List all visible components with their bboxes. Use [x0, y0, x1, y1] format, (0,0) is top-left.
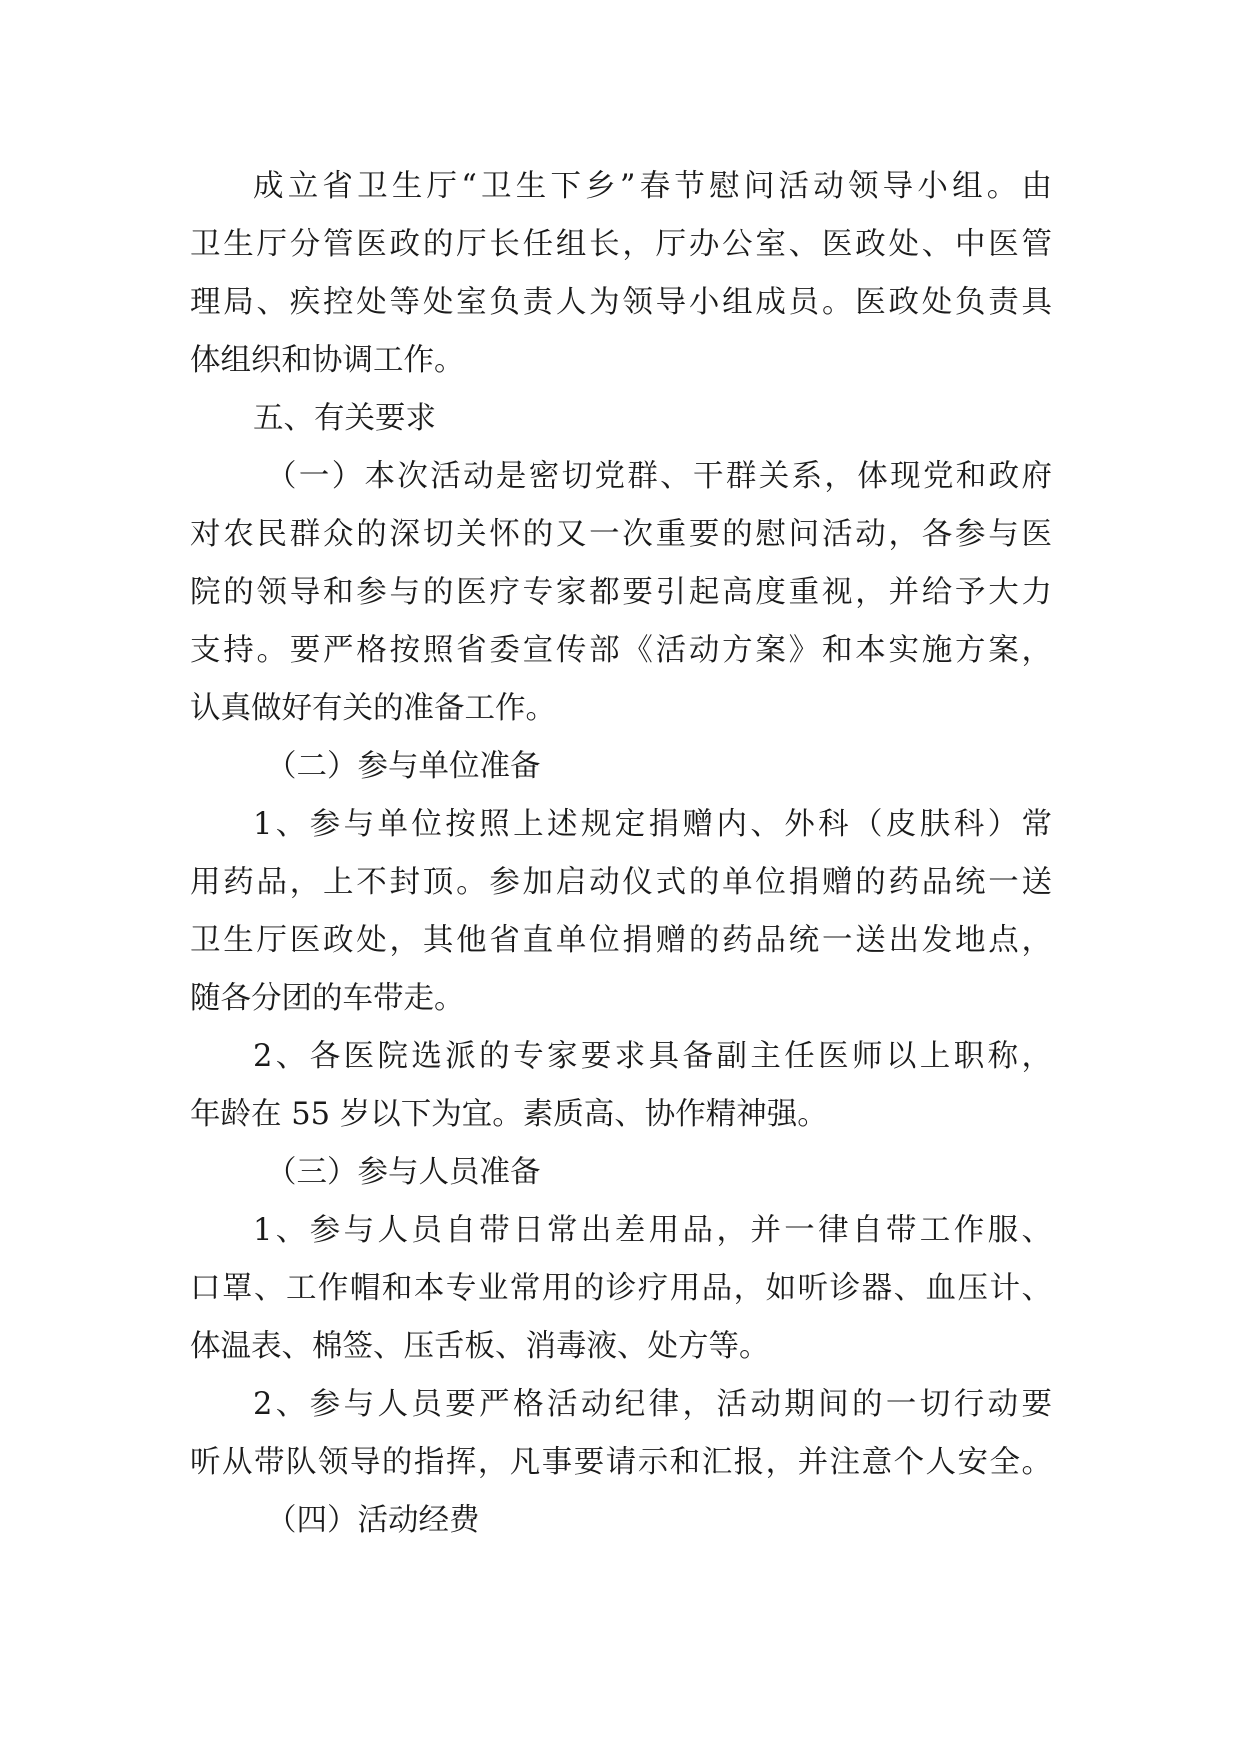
paragraph-line: （一）本次活动是密切党群、干群关系，体现党和政府 — [266, 459, 1052, 494]
section-heading: 五、有关要求 — [253, 401, 436, 436]
paragraph-line: 院的领导和参与的医疗专家都要引起高度重视，并给予大力 — [190, 575, 1052, 610]
subsection-heading: （二）参与单位准备 — [266, 749, 541, 784]
paragraph-line: 1、参与人员自带日常出差用品，并一律自带工作服、 — [253, 1213, 1052, 1248]
paragraph-line: 听从带队领导的指挥，凡事要请示和汇报，并注意个人安全。 — [190, 1445, 1052, 1480]
paragraph-line: 支持。要严格按照省委宣传部《活动方案》和本实施方案， — [190, 633, 1052, 668]
paragraph-line: 1、参与单位按照上述规定捐赠内、外科（皮肤科）常 — [253, 807, 1052, 842]
subsection-heading: （四）活动经费 — [266, 1503, 480, 1538]
paragraph-line: 口罩、工作帽和本专业常用的诊疗用品，如听诊器、血压计、 — [190, 1271, 1052, 1306]
paragraph-line: 理局、疾控处等处室负责人为领导小组成员。医政处负责具 — [190, 285, 1052, 320]
paragraph-line: 随各分团的车带走。 — [190, 981, 465, 1016]
paragraph-line: 成立省卫生厅“卫生下乡”春节慰问活动领导小组。由 — [253, 169, 1052, 204]
paragraph-line: 卫生厅医政处，其他省直单位捐赠的药品统一送出发地点， — [190, 923, 1052, 958]
paragraph-line: 卫生厅分管医政的厅长任组长，厅办公室、医政处、中医管 — [190, 227, 1052, 262]
paragraph-line: 2、各医院选派的专家要求具备副主任医师以上职称， — [253, 1039, 1052, 1074]
paragraph-line: 年龄在 55 岁以下为宜。素质高、协作精神强。 — [190, 1097, 828, 1132]
paragraph-line: 体温表、棉签、压舌板、消毒液、处方等。 — [190, 1329, 770, 1364]
paragraph-line: 认真做好有关的准备工作。 — [190, 691, 556, 726]
paragraph-line: 对农民群众的深切关怀的又一次重要的慰问活动，各参与医 — [190, 517, 1052, 552]
paragraph-line: 体组织和协调工作。 — [190, 343, 465, 378]
subsection-heading: （三）参与人员准备 — [266, 1155, 541, 1190]
paragraph-line: 2、参与人员要严格活动纪律，活动期间的一切行动要 — [253, 1387, 1052, 1422]
paragraph-line: 用药品，上不封顶。参加启动仪式的单位捐赠的药品统一送 — [190, 865, 1052, 900]
